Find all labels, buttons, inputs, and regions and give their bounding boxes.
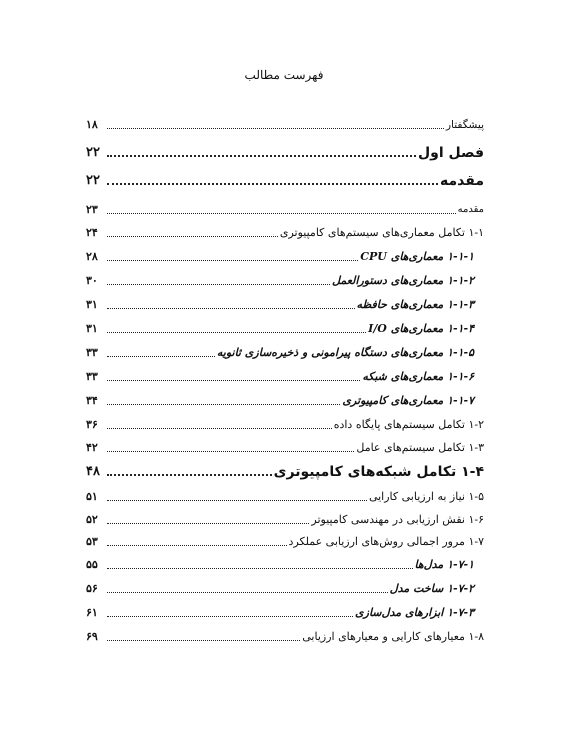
dot-leader [107,128,444,129]
toc-entry[interactable] [86,296,484,312]
dot-leader [107,640,300,641]
toc-entry[interactable] [86,604,484,620]
toc-entry[interactable] [86,344,484,360]
toc-entry-page: ۵۱ [86,490,98,503]
dot-leader [107,213,456,214]
toc-entry[interactable] [86,172,484,188]
toc-entry-page: ۵۶ [86,582,98,595]
toc-entry-title: فصل اول [418,145,484,161]
toc-entry-page: ۵۲ [86,513,98,526]
toc-entry-page: ۳۱ [86,298,98,311]
toc-entry[interactable] [86,463,484,479]
toc-entry-title: ۱-۴ تکامل شبکه‌های کامپیوتری [273,464,484,480]
toc-entry-title: مقدمه [457,204,484,215]
toc-entry-title: پیشگفتار [445,119,484,131]
table-of-contents [86,0,484,744]
dot-leader [107,380,360,381]
toc-entry[interactable] [86,628,484,644]
toc-entry[interactable] [86,392,484,408]
dot-leader [107,332,366,333]
toc-entry-page: ۲۴ [86,226,98,239]
toc-entry-title: ۱-۷-۳ ابزارهای مدل‌سازی [355,606,474,619]
toc-entry-page: ۴۸ [86,464,100,479]
toc-entry[interactable] [86,224,484,240]
toc-entry-page: ۴۲ [86,441,98,454]
toc-entry[interactable] [86,320,484,336]
toc-entry[interactable] [86,272,484,288]
toc-entry-title: ۱-۸ معیارهای کارایی و معیارهای ارزیابی [302,630,484,643]
dot-leader [107,308,355,309]
dot-leader [107,616,353,617]
toc-entry-title: ۱-۷ مرور اجمالی روش‌های ارزیابی عملکرد [288,535,484,548]
dot-leader [107,284,330,285]
toc-entry-title: ۱-۱-۷ معماری‌های کامپیوتری [342,394,474,407]
dot-leader [107,545,287,546]
toc-entry-page: ۵۳ [86,535,98,548]
toc-entry-title: ۱-۱-۳ معماری‌های حافظه [356,298,474,311]
toc-entry-title: ۱-۶ نقش ارزیابی در مهندسی کامپیوتر [311,513,484,526]
dot-leader [107,155,416,157]
dot-leader [107,236,278,237]
toc-entry-title: مقدمه [440,173,484,189]
toc-entry-page: ۳۴ [86,394,98,407]
toc-entry-title: ۱-۱-۱ معماری‌های CPU [360,250,474,263]
toc-entry[interactable] [86,416,484,432]
dot-leader [107,568,413,569]
toc-entry-page: ۲۳ [86,203,98,216]
dot-leader [107,451,354,452]
toc-entry-page: ۲۲ [86,145,100,160]
toc-entry-page: ۳۶ [86,418,98,431]
toc-entry-title: ۱-۷-۱ مدل‌ها [414,558,474,571]
toc-entry[interactable] [86,488,484,504]
dot-leader [107,523,309,524]
dot-leader [107,500,367,501]
toc-entry-page: ۳۳ [86,346,98,359]
toc-entry-title: ۱-۲ تکامل سیستم‌های پایگاه داده [333,418,484,431]
dot-leader [107,183,438,185]
dot-leader [107,404,340,405]
toc-entry-page: ۳۳ [86,370,98,383]
toc-entry-title: ۱-۵ نیاز به ارزیابی کارایی [368,490,484,503]
toc-entry[interactable] [86,368,484,384]
toc-entry-page: ۲۸ [86,250,98,263]
toc-entry-page: ۶۹ [86,630,98,643]
toc-entry[interactable] [86,533,484,549]
toc-entry-title: ۱-۱-۴ معماری‌های I/O [368,322,474,335]
toc-entry[interactable] [86,511,484,527]
toc-entry-title: ۱-۳ تکامل سیستم‌های عامل [356,441,484,454]
toc-entry-title: ۱-۷-۲ ساخت مدل [389,582,474,595]
dot-leader [107,356,215,357]
toc-entry-title: ۱-۱-۵ معماری‌های دستگاه پیرامونی و ذخیره‌سازی ثانویه [216,346,474,359]
dot-leader [107,474,272,476]
dot-leader [107,428,332,429]
toc-entry[interactable] [86,144,484,160]
toc-entry[interactable] [86,580,484,596]
toc-entry-title: ۱-۱-۲ معماری‌های دستورالعمل [332,274,474,287]
toc-entry[interactable] [86,116,484,132]
toc-entry-page: ۳۱ [86,322,98,335]
toc-entry-title: ۱-۱-۶ معماری‌های شبکه [362,370,474,383]
toc-entry-title: ۱-۱ تکامل معماری‌های سیستم‌های کامپیوتری [279,226,484,239]
toc-entry-page: ۵۵ [86,558,98,571]
toc-entry[interactable] [86,556,484,572]
toc-entry-page: ۳۰ [86,274,98,287]
dot-leader [107,260,358,261]
toc-entry[interactable] [86,439,484,455]
page-title: فهرست مطالب [244,68,324,82]
toc-entry-page: ۱۸ [86,118,98,131]
toc-entry[interactable] [86,201,484,217]
toc-entry[interactable] [86,248,484,264]
toc-entry-page: ۲۲ [86,173,100,188]
dot-leader [107,592,388,593]
toc-entry-page: ۶۱ [86,606,98,619]
